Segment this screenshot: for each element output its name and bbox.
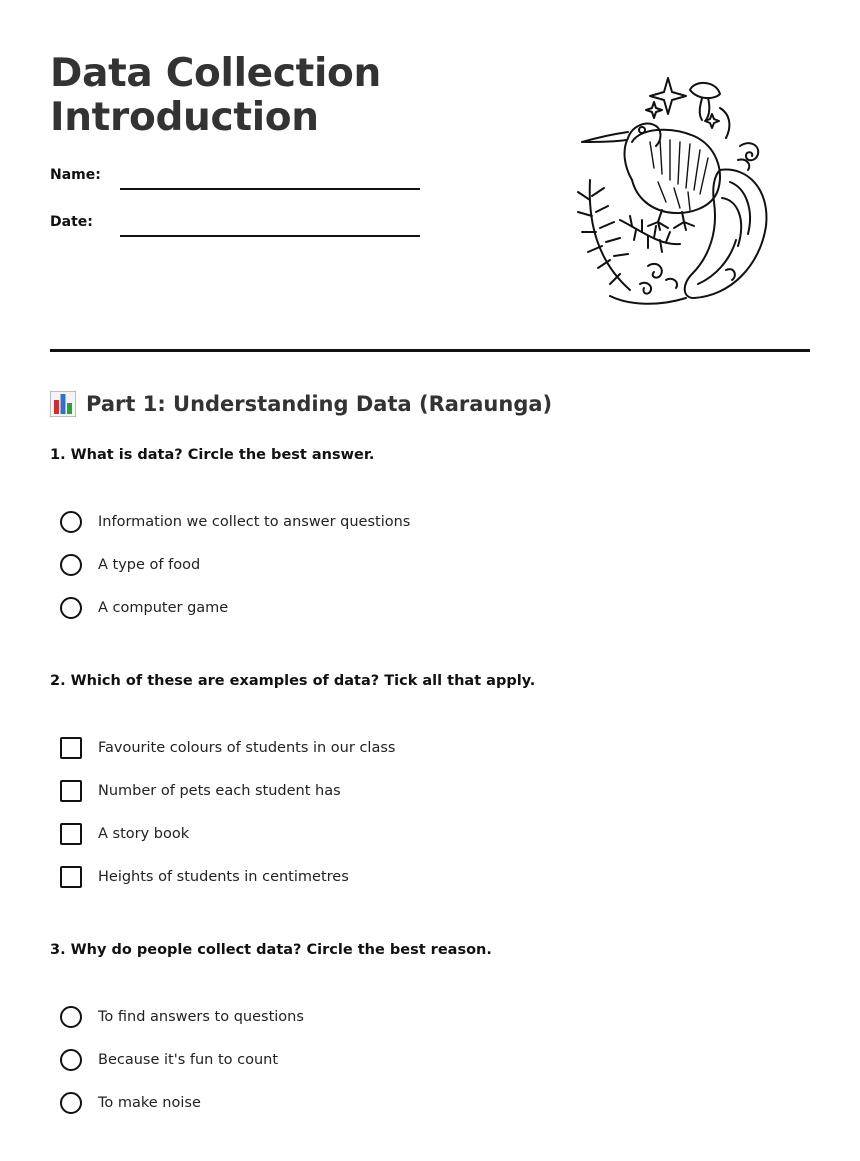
q3-option-2[interactable] — [60, 1047, 278, 1073]
title-line-1: Data Collection — [50, 51, 382, 96]
q3-option-1-label: To find answers to questions — [98, 1009, 304, 1025]
part-1-heading — [50, 388, 552, 420]
checkbox-icon[interactable] — [60, 823, 82, 845]
q1-option-2-label: A type of food — [98, 557, 201, 573]
title-line-2: Introduction — [50, 95, 319, 140]
q3-option-1[interactable] — [60, 1004, 304, 1030]
q2-option-4[interactable] — [60, 864, 349, 890]
name-write-line[interactable] — [120, 188, 420, 190]
circle-mark-icon[interactable] — [60, 1092, 82, 1114]
circle-mark-icon[interactable] — [60, 554, 82, 576]
question-1: 1. What is data? Circle the best answer. — [50, 447, 375, 463]
section-divider — [50, 349, 810, 352]
bar-chart-icon — [50, 391, 76, 417]
date-field[interactable] — [50, 213, 430, 243]
q2-option-3-label: A story book — [98, 826, 190, 842]
date-write-line[interactable] — [120, 235, 420, 237]
q1-option-3-label: A computer game — [98, 600, 229, 616]
circle-mark-icon[interactable] — [60, 1006, 82, 1028]
q2-option-2-label: Number of pets each student has — [98, 783, 341, 799]
circle-mark-icon[interactable] — [60, 597, 82, 619]
name-field[interactable] — [50, 166, 430, 196]
name-label: Name: — [50, 167, 101, 183]
kiwi-bird-illustration-icon — [570, 70, 780, 310]
question-3: 3. Why do people collect data? Circle the best reason. — [50, 942, 492, 958]
q1-option-1-label: Information we collect to answer questions — [98, 514, 411, 530]
worksheet-title — [50, 52, 381, 140]
circle-mark-icon[interactable] — [60, 511, 82, 533]
q2-option-2[interactable] — [60, 778, 341, 804]
q2-option-1[interactable] — [60, 735, 395, 761]
checkbox-icon[interactable] — [60, 866, 82, 888]
q3-option-2-label: Because it's fun to count — [98, 1052, 279, 1068]
q2-option-3[interactable] — [60, 821, 189, 847]
date-label: Date: — [50, 214, 93, 230]
q1-option-1[interactable] — [60, 509, 410, 535]
circle-mark-icon[interactable] — [60, 1049, 82, 1071]
q1-option-2[interactable] — [60, 552, 200, 578]
q1-option-3[interactable] — [60, 595, 228, 621]
checkbox-icon[interactable] — [60, 737, 82, 759]
q3-option-3-label: To make noise — [98, 1095, 201, 1111]
part-1-heading-text: Part 1: Understanding Data (Raraunga) — [86, 392, 553, 416]
q2-option-4-label: Heights of students in centimetres — [98, 869, 349, 885]
q2-option-1-label: Favourite colours of students in our class — [98, 740, 396, 756]
q3-option-3[interactable] — [60, 1090, 201, 1116]
checkbox-icon[interactable] — [60, 780, 82, 802]
question-2: 2. Which of these are examples of data? Tick all that apply. — [50, 673, 536, 689]
